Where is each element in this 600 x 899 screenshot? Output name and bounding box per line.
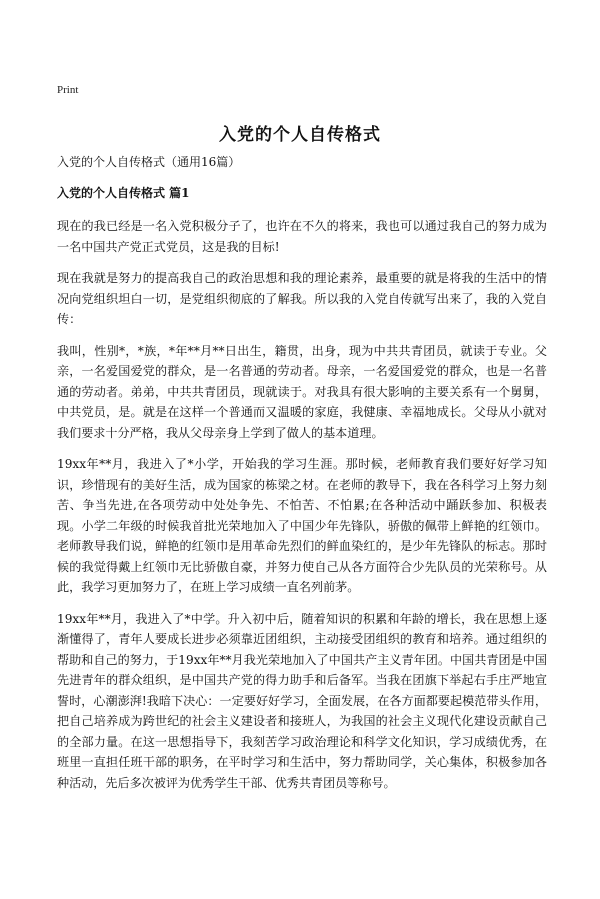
section-heading: 入党的个人自传格式 篇1: [57, 186, 190, 200]
document-title: 入党的个人自传格式: [219, 125, 381, 145]
paragraph: 现在我就是努力的提高我自己的政治思想和我的理论素养，最重要的就是将我的生活中的情况向党组织坦白一切，是党组织彻底的了解我。所以我的入党自传就写出来了，我的入党自传：: [57, 271, 547, 326]
document-body: [57, 216, 547, 804]
document-subtitle: 入党的个人自传格式（通用16篇）: [57, 155, 241, 169]
paragraph: 19xx年**月，我进入了*中学。升入初中后，随着知识的积累和年龄的增长，我在思想上逐渐懂得了，青年人要成长进步必须靠近团组织，主动接受团组织的教育和培养。通过组织的帮助和自己的努力，于19xx年**月我光荣地加入了中国共产主义青年团。中国共青团是中国先进青年的群众组织，是中国共产党的得力助手和后备军。当我在团旗下举起右手庄严地宣誓时，心潮澎湃!我暗下决心：一定要好好学习，全面发展，在各方面都要起模范带头作用，把自己培养成为跨世纪的社会主义建设者和接班人，为我国的社会主义现代化建设贡献自己的全部力量。在这一思想指导下，我刻苦学习政治理论和科学文化知识，学习成绩优秀，在班里一直担任班干部的职务，在平时学习和生活中，努力帮助同学，关心集体，积极参加各种活动，先后多次被评为优秀学生干部、优秀共青团员等称号。: [57, 611, 547, 790]
paragraph: 19xx年**月，我进入了*小学，开始我的学习生涯。那时候，老师教育我们要好好学习知识，珍惜现有的美好生活，成为国家的栋梁之材。在老师的教导下，我在各科学习上努力刻苦、争当先进,在各项劳动中处处争先、不怕苦、不怕累;在各种活动中踊跃参加、积极表现。小学二年级的时候我首批光荣地加入了中国少年先锋队，骄傲的佩带上鲜艳的红领巾。老师教导我们说，鲜艳的红领巾是用革命先烈们的鲜血染红的，是少年先锋队的标志。那时候的我觉得戴上红领巾无比骄傲自豪，并努力使自己从各方面符合少先队员的光荣称号。从此，我学习更加努力了，在班上学习成绩一直名列前茅。: [57, 457, 547, 594]
paragraph: 现在的我已经是一名入党积极分子了，也许在不久的将来，我也可以通过我自己的努力成为一名中国共产党正式党员，这是我的目标!: [57, 219, 547, 254]
paragraph: 我叫，性别*，*族，*年**月**日出生，籍贯，出身，现为中共共青团员，就读于专业。父亲，一名爱国爱党的群众，是一名普通的劳动者。母亲，一名爱国爱党的群众，也是一名普通的劳动者。弟弟，中共共青团员，现就读于。对我具有很大影响的主要关系有一个舅舅，中共党员，是。就是在这样一个普通而又温暖的家庭，我健康、幸福地成长。父母从小就对我们要求十分严格，我从父母亲身上学到了做人的基本道理。: [57, 343, 547, 440]
print-label: Print: [57, 84, 79, 96]
